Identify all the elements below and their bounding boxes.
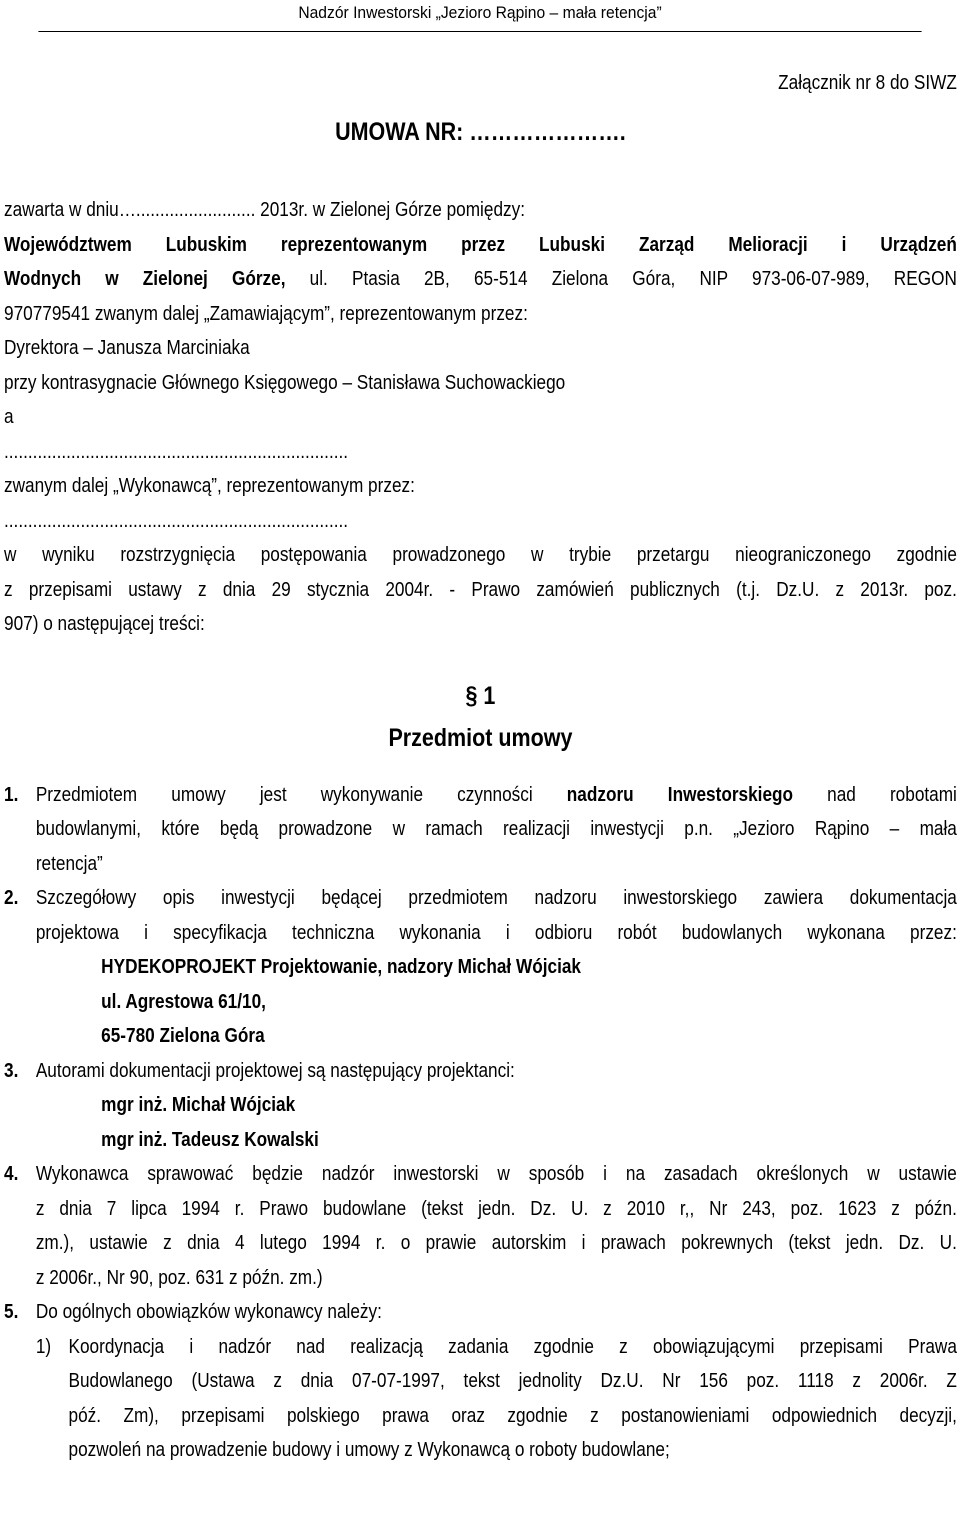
intro-line-party1-b: Wodnych w Zielonej Górze, ul. Ptasia 2B, 65-514 Zielona Góra, NIP 973-06-07-989, REGON: [4, 268, 957, 290]
intro-line-tender-a: w wyniku rozstrzygnięcia postępowania prowadzonego w trybie przetargu nieograniczonego zgodnie: [4, 544, 957, 566]
intro-line-date: zawarta w dniu…......................... 2013r. w Zielonej Górze pomiędzy:: [4, 199, 525, 221]
list-item-number: 3.: [4, 1059, 19, 1082]
sub-list-item-number: 1): [35, 1335, 52, 1358]
list-item-number: 2.: [4, 887, 19, 909]
intro-block: [4, 193, 957, 642]
annex-label: Załącznik nr 8 do SIWZ: [778, 72, 957, 94]
designer-company: HYDEKOPROJEKT Projektowanie, nadzory Michał Wójciak ul. Agrestowa 61/10, 65-780 Zielona Góra: [101, 956, 581, 1047]
list-item: 3. Autorami dokumentacji projektowej są następujący projektanci:: [4, 1054, 957, 1089]
running-header-title: Nadzór Inwestorski „Jezioro Rąpino – mała retencja”: [298, 3, 662, 22]
intro-line-contractor: zwanym dalej „Wykonawcą”, reprezentowanym przez:: [4, 475, 415, 497]
document-body: [4, 66, 957, 1468]
intro-line-tender-c: 907) o następującej treści:: [4, 613, 205, 635]
list-item-number: 1.: [4, 783, 19, 806]
sub-list-item: 1) Koordynacja i nadzór nad realizacją zadania zgodnie z obowiązującymi przepisami Prawa Budowlanego (Ustawa z dnia 07-07-1997, tekst jednolity Dz.U. Nr 156 poz. 1118 z 2006r. Z póź. Zm), przepisami polskiego prawa oraz zgodnie z postanowieniami odpowiednich decyzji, pozwoleń na prowadzenie budowy i umowy z Wykonawcą o roboty budowlane;: [4, 1330, 957, 1468]
list-item-number: 4.: [4, 1163, 19, 1185]
intro-line-and: a: [4, 406, 14, 428]
intro-line-tender-b: z przepisami ustawy z dnia 29 stycznia 2004r. - Prawo zamówień publicznych (t.j. Dz.U. z 2013r. poz.: [4, 578, 957, 601]
section-mark: § 1: [465, 681, 496, 710]
designer-names: mgr inż. Michał Wójciak mgr inż. Tadeusz Kowalski: [101, 1094, 319, 1151]
intro-line-contractor-blank: ........................................................................: [4, 440, 349, 463]
running-header: [38, 0, 921, 32]
intro-line-regon: 970779541 zwanym dalej „Zamawiającym”, reprezentowanym przez:: [4, 302, 528, 325]
list-item: 1. Przedmiotem umowy jest wykonywanie czynności nadzoru Inwestorskiego nad robotami budowlanymi, które będą prowadzone w ramach realizacji inwestycji p.n. „Jezioro Rąpino – mała retencja”: [4, 778, 957, 882]
section-title: Przedmiot umowy: [388, 723, 573, 752]
list-item: 5. Do ogólnych obowiązków wykonawcy należy:: [4, 1295, 957, 1330]
list-item: 4. Wykonawca sprawować będzie nadzór inwestorski w sposób i na zasadach określonych w ustawie z dnia 7 lipca 1994 r. Prawo budowlane (tekst jedn. Dz. U. z 2010 r,, Nr 243, poz. 1623 z późn. zm.), ustawie z dnia 4 lutego 1994 r. o prawie autorskim i prawach pokrewnych (tekst jedn. Dz. U. z 2006r., Nr 90, poz. 631 z późn. zm.): [4, 1157, 957, 1295]
intro-line-countersign: przy kontrasygnacie Głównego Księgowego – Stanisława Suchowackiego: [4, 371, 566, 394]
intro-line-director: Dyrektora – Janusza Marciniaka: [4, 337, 250, 359]
section-heading: [4, 674, 957, 758]
list-item-number: 5.: [4, 1301, 19, 1323]
document-content: [4, 66, 957, 1468]
intro-line-rep-blank: ........................................................................: [4, 509, 349, 532]
intro-line-party1-a: Województwem Lubuskim reprezentowanym przez Lubuski Zarząd Melioracji i Urządzeń: [4, 233, 957, 256]
list-item: 2. Szczegółowy opis inwestycji będącej przedmiotem nadzoru inwestorskiego zawiera dokumentacja projektowa i specyfikacja techniczna wykonania i odbioru robót budowlanych wykonana przez:: [4, 881, 957, 950]
agreement-title: UMOWA NR: ………………….: [335, 118, 626, 146]
